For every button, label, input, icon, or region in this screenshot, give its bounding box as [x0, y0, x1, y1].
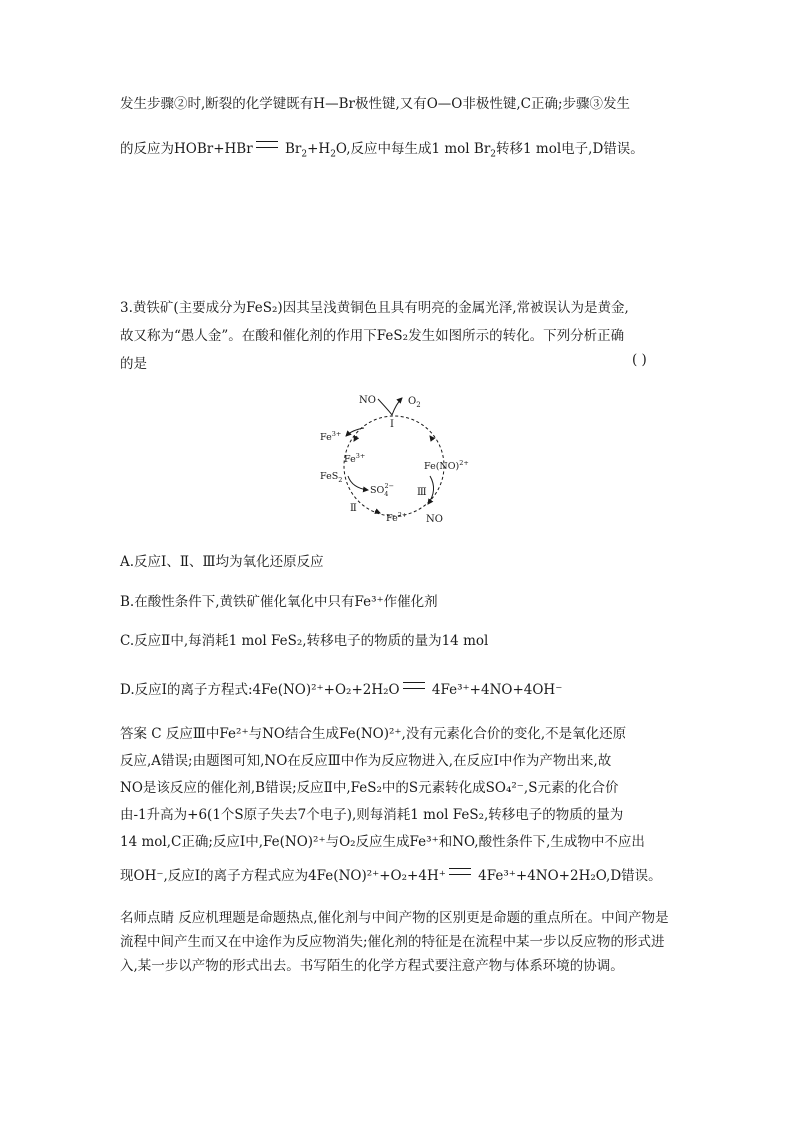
no-bottom-label: NO [426, 514, 443, 525]
so4-sub: 4 [384, 490, 389, 498]
question-line-1: 3.黄铁矿(主要成分为FeS₂)因其呈浅黄铜色且具有明亮的金属光泽,常被误认为是黄金, [120, 300, 629, 316]
fe3-left-sup: 3+ [331, 430, 342, 438]
fes2-label: FeS [320, 471, 339, 482]
intro-line-2 [120, 137, 644, 160]
answer-line-1: 答案 C 反应Ⅲ中Fe²⁺与NO结合生成Fe(NO)²⁺,没有元素化合价的变化,不是氧化还原 [120, 726, 627, 742]
equals-sign [256, 141, 278, 148]
option-a: A.反应Ⅰ、Ⅱ、Ⅲ均为氧化还原反应 [120, 554, 324, 570]
intro-line-2-e: 转移1 mol电子,D错误。 [496, 141, 644, 157]
intro-line-2-a: 的反应为HOBr+HBr [120, 141, 253, 157]
fe2-label: Fe [386, 513, 398, 524]
svg-text:Fe2+ [386, 511, 407, 524]
svg-text:Fe3+ [320, 430, 341, 443]
fes2-sub: 2 [338, 476, 343, 484]
so4-label: SO [370, 485, 385, 496]
intro-line-2-d: O,反应中每生成1 mol Br [335, 141, 491, 157]
fe3-left-label: Fe [320, 432, 332, 443]
svg-text:NO [426, 514, 443, 525]
reaction-i-arrows [378, 398, 402, 415]
subscript: 2 [301, 149, 308, 160]
no-top-label: NO [359, 395, 376, 406]
question-line-3: 的是 [120, 356, 147, 372]
option-d-right: 4Fe³⁺+4NO+4OH⁻ [431, 682, 563, 698]
option-b: B.在酸性条件下,黄铁矿催化氧化中只有Fe³⁺作催化剂 [120, 594, 438, 610]
answer-line-6-left: 现OH⁻,反应Ⅰ的离子方程式应为4Fe(NO)²⁺+O₂+4H⁺ [120, 868, 446, 884]
svg-text:Ⅲ [417, 487, 427, 498]
fe3-inner-sup: 3+ [355, 452, 366, 460]
subscript: 2 [490, 149, 497, 160]
option-c: C.反应Ⅱ中,每消耗1 mol FeS₂,转移电子的物质的量为14 mol [120, 633, 489, 649]
equals-sign [403, 682, 425, 689]
answer-line-2: 反应,A错误;由题图可知,NO在反应Ⅲ中作为反应物进入,在反应Ⅰ中作为产物出来,故 [120, 753, 612, 769]
cycle-arrow-right [430, 436, 433, 440]
o2-sub: 2 [416, 401, 421, 409]
svg-text:Fe(NO)2+ [424, 459, 469, 472]
intro-line-2-b: Br [284, 141, 302, 157]
answer-line-6 [120, 864, 662, 884]
fe-no-label: Fe(NO) [424, 461, 460, 472]
option-d-left: D.反应Ⅰ的离子方程式:4Fe(NO)²⁺+O₂+2H₂O [120, 682, 400, 698]
answer-line-3: NO是该反应的催化剂,B错误;反应Ⅱ中,FeS₂中的S元素转化成SO₄²⁻,S元素的化合价 [120, 780, 619, 796]
fe2-sup: 2+ [397, 511, 408, 519]
svg-text:Fe3+ [344, 452, 365, 465]
svg-text:Ⅱ [350, 503, 357, 514]
intro-line-2-c: +H [307, 141, 331, 157]
cycle-arrow-left [354, 436, 357, 441]
subscript: 2 [330, 149, 336, 160]
svg-text:SO42− [370, 482, 394, 498]
fe3-out-arrow [346, 428, 364, 436]
equals-sign [449, 868, 471, 875]
reaction-cycle-diagram [312, 390, 490, 530]
question-line-2: 故又称为“愚人金”。在酸和催化剂的作用下FeS₂发生如图所示的转化。下列分析正确 [120, 328, 625, 344]
o2-label: O [408, 396, 417, 407]
roman-ii-label: Ⅱ [350, 503, 357, 514]
answer-line-5: 14 mol,C正确;反应Ⅰ中,Fe(NO)²⁺与O₂反应生成Fe³⁺和NO,酸性条件下,生成物中不应出 [120, 834, 645, 850]
answer-line-4: 由-1升高为+6(1个S原子失去7个电子),则每消耗1 mol FeS₂,转移电子的物质的量为 [120, 807, 624, 823]
fe3-inner-label: Fe [344, 454, 356, 465]
tip-paragraph: 名师点睛 反应机理题是命题热点,催化剂与中间产物的区别更是命题的重点所在。中间产物是流程中间产生而又在中途作为反应物消失;催化剂的特征是在流程中某一步以反应物的形式进入,某一步以产物的形式出去。书写陌生的化学方程式要注意产物与体系环境的协调。 [120, 910, 669, 974]
intro-line-1: 发生步骤②时,断裂的化学键既有H—Br极性键,又有O—O非极性键,C正确;步骤③发生 [120, 96, 631, 112]
answer-line-6-right: 4Fe³⁺+4NO+2H₂O,D错误。 [478, 868, 662, 884]
reaction-ii-arrow [348, 476, 368, 490]
fe-no-sup: 2+ [459, 459, 469, 467]
svg-text:O2 [408, 396, 421, 409]
option-d [120, 678, 562, 698]
roman-iii-label: Ⅲ [417, 487, 427, 498]
reaction-iii-arrow [428, 476, 434, 504]
so4-sup: 2− [384, 482, 395, 490]
svg-text:FeS2 [320, 471, 342, 484]
svg-text:NO [359, 395, 376, 406]
answer-bracket: ( ) [632, 352, 647, 368]
roman-i-label: I [390, 419, 394, 430]
svg-text:I [390, 419, 394, 430]
